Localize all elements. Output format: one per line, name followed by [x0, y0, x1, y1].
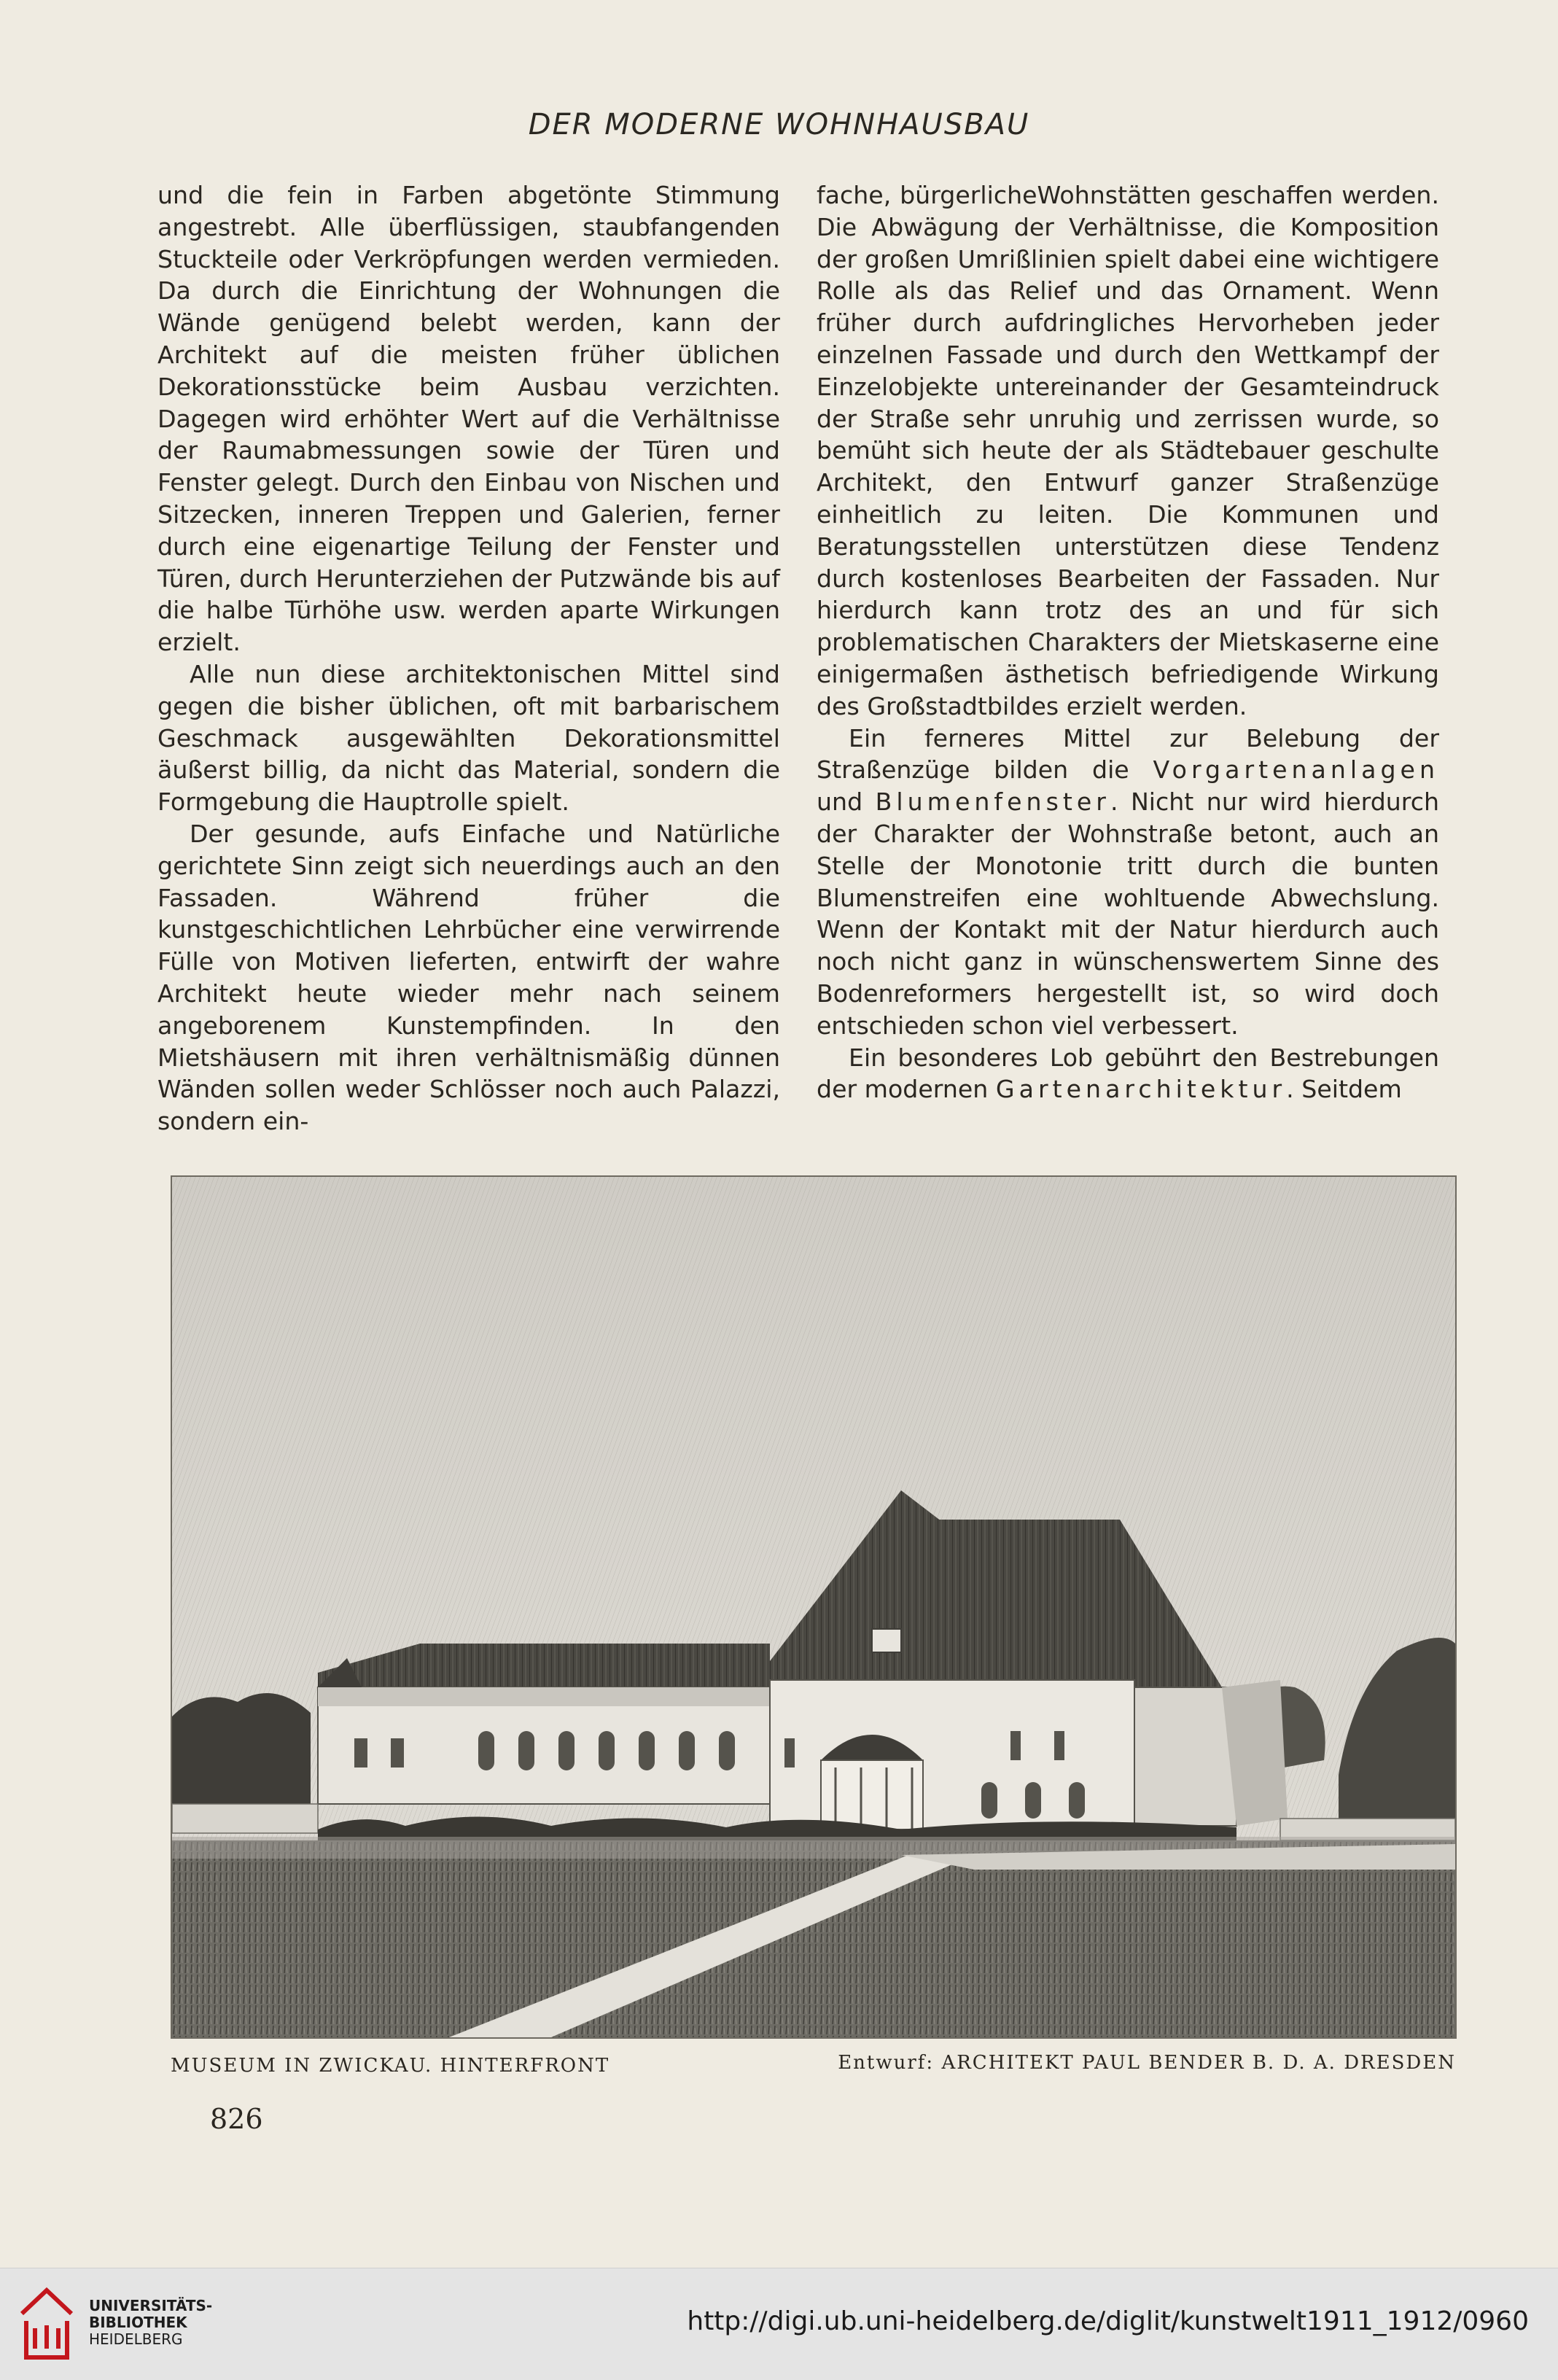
- building-illustration: [171, 1175, 1457, 2039]
- figure-caption: MUSEUM IN ZWICKAU. HINTERFRONT: [171, 2055, 610, 2077]
- spaced-term: Vorgartenanlagen: [1153, 755, 1439, 785]
- library-name: [89, 2298, 212, 2348]
- paragraph: fache, bürgerlicheWohnstätten geschaffen werden. Die Abwägung der Verhältnisse, die Komposition der großen Umrißlinien spielt dabei eine wichtigere Rolle als das Relief und das Ornament. Wenn früher durch aufdringliches Hervorheben jeder einzelnen Fassade und durch den Wettkampf der Einzelobjekte untereinander der Gesamteindruck der Straße sehr unruhig und zerrissen wurde, so bemüht sich heute der als Städtebauer geschulte Architekt, den Entwurf ganzer Straßenzüge einheitlich zu leiten. Die Kommunen und Beratungsstellen unterstützen diese Tendenz durch kostenloses Bearbeiten der Fassaden. Nur hierdurch kann trotz des an und für sich problematischen Charakters der Mietskaserne eine einigermaßen ästhetisch befriedigende Wirkung des Großstadtbildes erzielt werden.: [817, 181, 1439, 720]
- paragraph: Ein ferneres Mittel zur Belebung der Straßenzüge bilden die Vorgartenanlagen und Blumenfenster. Nicht nur wird hierdurch der Charakter der Wohnstraße betont, auch an Stelle der Monotonie tritt durch die bunten Blumenstreifen eine wohltuende Abwechslung. Wenn der Kontakt mit der Natur hierdurch auch noch nicht ganz in wünschenswertem Sinne des Bodenreformers hergestellt ist, so wird doch entschieden schon viel verbessert.: [817, 723, 1439, 1040]
- library-name-line2: BIBLIOTHEK: [89, 2314, 187, 2331]
- paragraph: Alle nun diese architektonischen Mittel sind gegen die bisher üblichen, oft mit barbarischem Geschmack ausgewählten Dekorationsmittel äußerst billig, da nicht das Material, sondern die Formgebung die Hauptrolle spielt.: [157, 659, 780, 817]
- library-logo-icon: [16, 2284, 77, 2363]
- paragraph: Ein besonderes Lob gebührt den Bestrebungen der modernen Gartenarchitektur. Seitdem: [817, 1043, 1439, 1104]
- library-footer: [0, 2268, 1558, 2380]
- paragraph: und die fein in Farben abgetönte Stimmung angestrebt. Alle überflüssigen, staubfangenden Stuckteile oder Verkröpfungen werden vermieden. Da durch die Einrichtung der Wohnungen die Wände genügend belebt werden, kann der Architekt auf die meisten früher üblichen Dekorationsstücke beim Ausbau verzichten. Dagegen wird erhöhter Wert auf die Verhältnisse der Raumabmessungen sowie der Türen und Fenster gelegt. Durch den Einbau von Nischen und Sitzecken, inneren Treppen und Galerien, ferner durch eine eigenartige Teilung der Fenster und Türen, durch Herunterziehen der Putzwände bis auf die halbe Türhöhe usw. werden aparte Wirkungen erzielt.: [157, 181, 780, 657]
- right-text-column: [817, 179, 1439, 1105]
- page-number: 826: [210, 2103, 263, 2135]
- source-url-link[interactable]: http://digi.ub.uni-heidelberg.de/diglit/kunstwelt1911_1912/0960: [687, 2306, 1529, 2336]
- spaced-term: Blumenfenster: [875, 788, 1110, 817]
- library-name-line3: HEIDELBERG: [89, 2330, 183, 2348]
- figure-credit: Entwurf: ARCHITEKT PAUL BENDER B. D. A. DRESDEN: [838, 2052, 1456, 2074]
- left-text-column: [157, 179, 780, 1138]
- running-head: DER MODERNE WOHNHAUSBAU: [528, 108, 1030, 141]
- spaced-term: Gartenarchitektur: [995, 1075, 1287, 1104]
- library-name-line1: UNIVERSITÄTS-: [89, 2297, 213, 2314]
- paragraph: Der gesunde, aufs Einfache und Natürliche gerichtete Sinn zeigt sich neuerdings auch an den Fassaden. Während früher die kunstgeschichtlichen Lehrbücher eine verwirrende Fülle von Motiven lieferten, entwirft der wahre Architekt heute wieder mehr nach seinem angeborenem Kunstempfinden. In den Mietshäusern mit ihren verhältnismäßig dünnen Wänden sollen weder Schlösser noch auch Palazzi, sondern ein-: [157, 819, 780, 1136]
